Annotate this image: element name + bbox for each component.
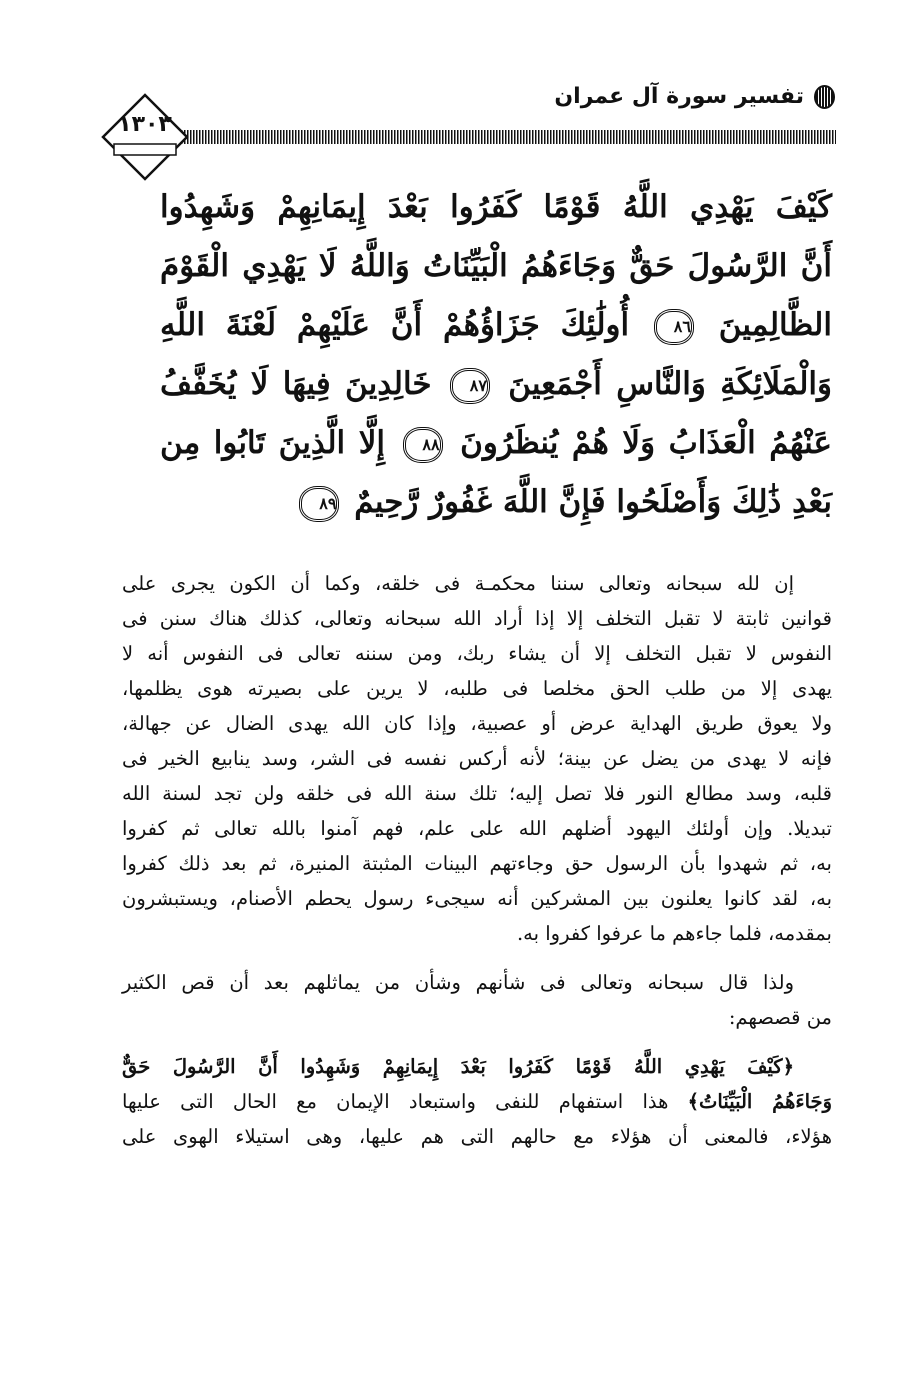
text-line: به، ثم شهدوا بأن الرسول حق وجاءتهم البينات المثبتة المنيرة، ثم بعد ذلك كفروا xyxy=(122,852,832,875)
verse-text: بَعْدِ ذَٰلِكَ وَأَصْلَحُوا فَإِنَّ اللَّهَ غَفُورٌ رَّحِيمٌ xyxy=(354,484,832,520)
verse-text: الظَّالِمِينَ xyxy=(718,307,832,343)
text-line: به، لقد كانوا يعلنون بين المشركين أنه سيجىء رسول يحطم الأصنام، ويستبشرون xyxy=(122,887,832,910)
text-line: من قصصهم: xyxy=(728,1006,832,1029)
text-line xyxy=(122,1084,832,1119)
verse-line xyxy=(160,296,832,355)
verse-line xyxy=(160,473,832,532)
header-ornament-icon xyxy=(814,85,835,109)
ayah-marker: ٨٨ xyxy=(403,427,443,463)
text-line: هؤلاء، فالمعنى أن هؤلاء مع حالهم التى هم عليها، وهى استيلاء الهوى على xyxy=(122,1125,832,1148)
verse-text: كَيْفَ يَهْدِي اللَّهُ قَوْمًا كَفَرُوا بَعْدَ إِيمَانِهِمْ وَشَهِدُوا xyxy=(160,189,832,225)
verse-text: عَنْهُمُ الْعَذَابُ وَلَا هُمْ يُنظَرُونَ xyxy=(460,425,833,461)
text-line: النفوس لا تقبل التخلف إلا أن يشاء ربك، ومن سننه تعالى فى النفوس أنه لا xyxy=(122,642,832,665)
ayah-marker: ٨٦ xyxy=(654,309,694,345)
text-line: ولا يعوق طريق الهداية عرض أو عصبية، وإذا كان الله يهدى الضال عن جهالة، xyxy=(122,712,832,735)
header-title: تفسير سورة آل عمران xyxy=(554,84,804,109)
running-header xyxy=(554,84,835,109)
text-line: قوانين ثابتة لا تقبل التخلف إلا إذا أراد الله سبحانه وتعالى، كذلك هناك سنن فى xyxy=(122,607,832,630)
verse-line xyxy=(160,355,832,414)
quran-verses-block xyxy=(160,178,832,532)
text-line: تبديلا. وإن أولئك اليهود أضلهم الله على علم، فهم آمنوا بالله تعالى ثم كفروا xyxy=(122,817,832,840)
text-line: قلبه، وسد مطالع النور فلا تصل إليه؛ تلك سنة الله فى خلقه ولن تجد لسنة الله xyxy=(122,782,832,805)
quoted-verse-line: ﴿كَيْفَ يَهْدِي اللَّهُ قَوْمًا كَفَرُوا بَعْدَ إِيمَانِهِمْ وَشَهِدُوا أَنَّ الرَّسُولَ حَقٌّ xyxy=(122,1055,794,1078)
text-line: بمقدمه، فلما جاءهم ما عرفوا كفروا به. xyxy=(516,922,832,945)
verse-text: إِلَّا الَّذِينَ تَابُوا مِن xyxy=(160,425,386,461)
quoted-verse: وَجَاءَهُمُ الْبَيِّنَاتُ﴾ xyxy=(687,1090,833,1113)
verse-text: خَالِدِينَ فِيهَا لَا يُخَفَّفُ xyxy=(160,366,432,402)
text-line: إن لله سبحانه وتعالى سننا محكمـة فى خلقه، وكما أن الكون يجرى على xyxy=(122,572,794,595)
commentary-text: هذا استفهام للنفى واستبعاد الإيمان مع الحال التى عليها xyxy=(122,1090,669,1113)
verse-line xyxy=(160,178,832,237)
verse-text: أُولَٰئِكَ جَزَاؤُهُمْ أَنَّ عَلَيْهِمْ لَعْنَةَ اللَّهِ xyxy=(160,307,630,343)
verse-line xyxy=(160,237,832,296)
verse-text: وَالْمَلَائِكَةِ وَالنَّاسِ أَجْمَعِينَ xyxy=(508,366,833,402)
header-rule xyxy=(160,130,836,144)
ayah-marker: ٨٧ xyxy=(450,368,490,404)
verse-line xyxy=(160,414,832,473)
text-line: يهدى إلا من طلب الحق مخلصا فى طلبه، لا يرين على بصيرته هوى يظلمها، xyxy=(122,677,832,700)
text-line: فإنه لا يهدى من يضل عن بينة؛ لأنه أركس نفسه فى الشر، وسد ينابيع الخير فى xyxy=(122,747,832,770)
ayah-marker: ٨٩ xyxy=(299,486,339,522)
verse-text: أَنَّ الرَّسُولَ حَقٌّ وَجَاءَهُمُ الْبَيِّنَاتُ وَاللَّهُ لَا يَهْدِي الْقَوْمَ xyxy=(160,248,832,284)
commentary-body xyxy=(122,566,832,1154)
page-number: ١٣٠٣ xyxy=(118,112,172,137)
text-line: ولذا قال سبحانه وتعالى فى شأنهم وشأن من يماثلهم بعد أن قص الكثير xyxy=(122,971,794,994)
page-number-diamond-icon xyxy=(100,92,190,182)
